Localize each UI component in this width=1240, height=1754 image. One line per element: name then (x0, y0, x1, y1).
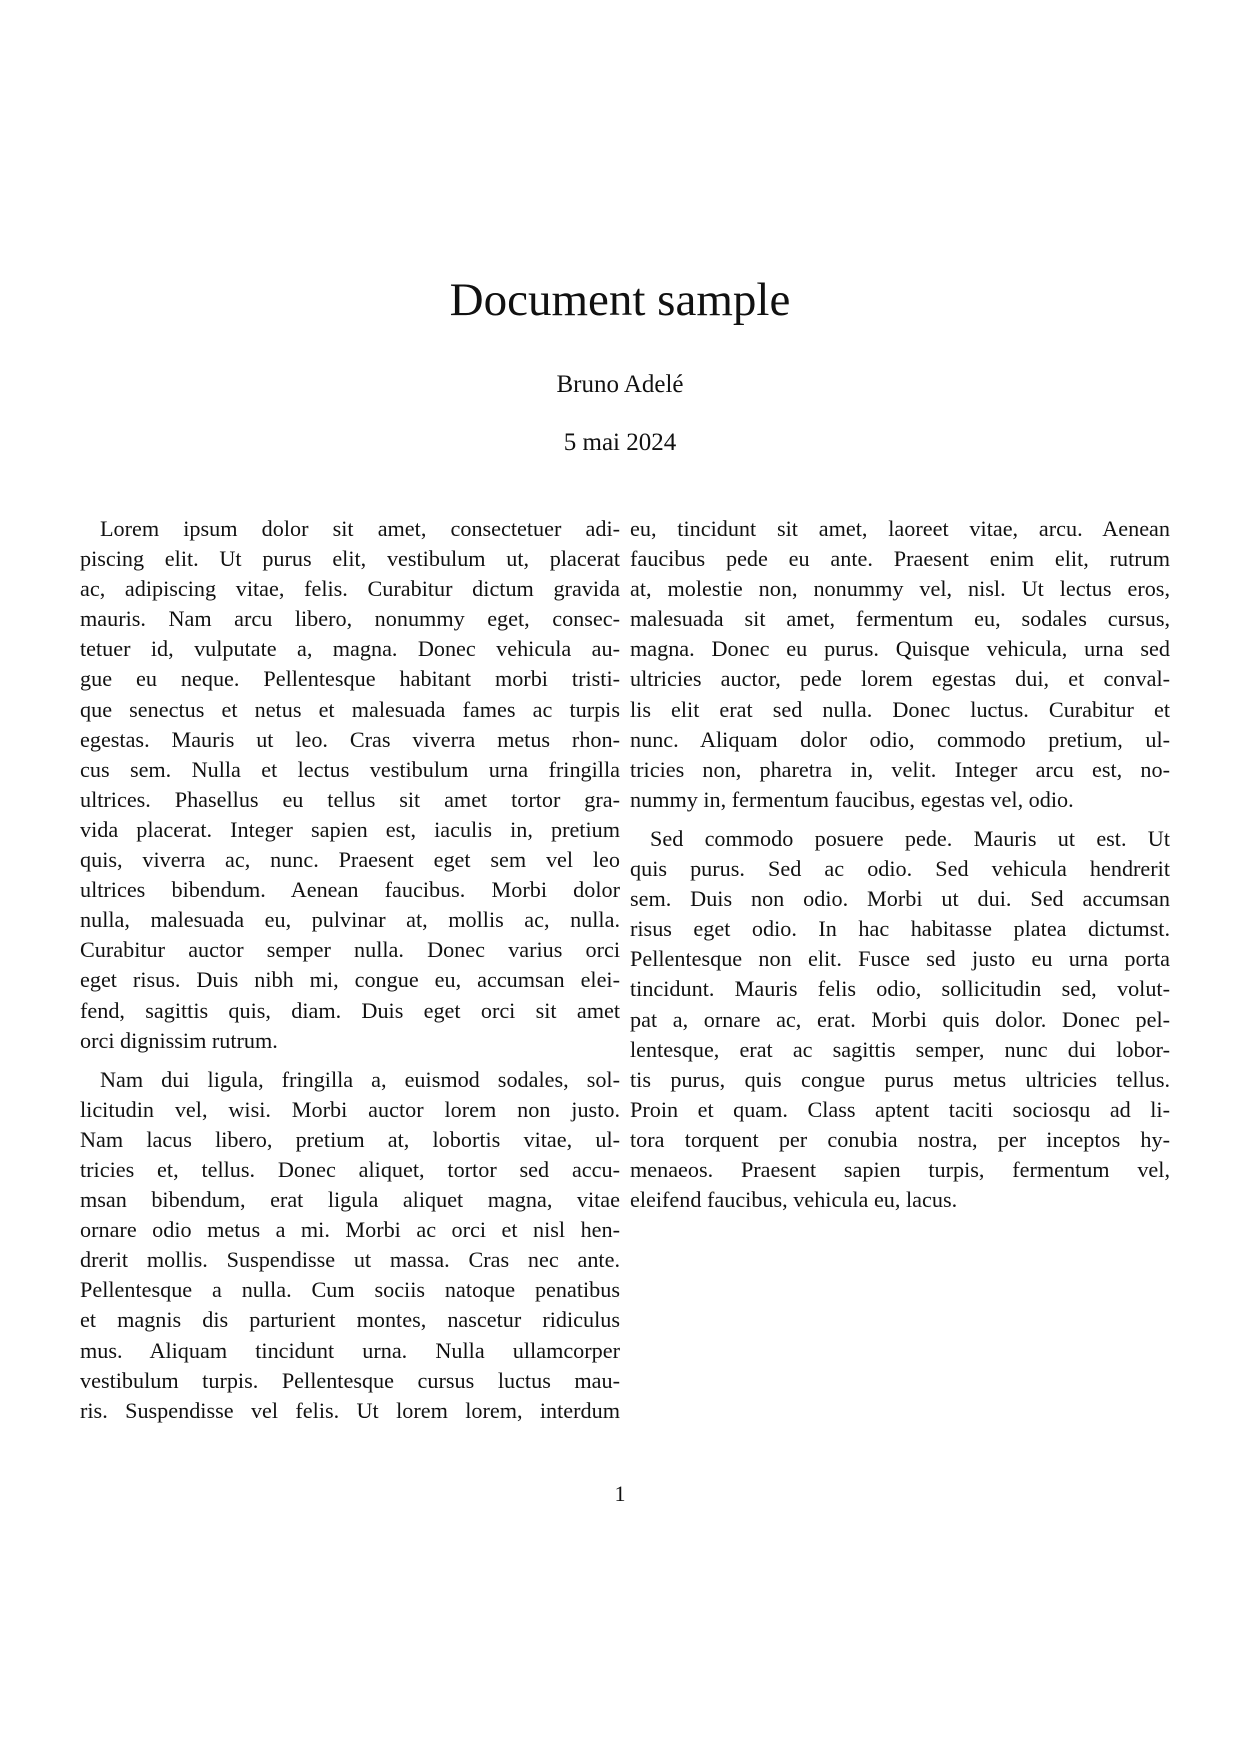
document-author: Bruno Adelé (556, 371, 684, 398)
text-line: Curabitur auctor semper nulla. Donec varius orci (80, 937, 620, 963)
text-line: Pellentesque non elit. Fusce sed justo eu urna porta (630, 946, 1170, 972)
text-line: eget risus. Duis nibh mi, congue eu, accumsan elei- (80, 967, 620, 993)
text-line: Sed commodo posuere pede. Mauris ut est. Ut (650, 825, 1170, 851)
text-line: Proin et quam. Class aptent taciti sociosqu ad li- (630, 1096, 1170, 1122)
text-line: nunc. Aliquam dolor odio, commodo pretium, ul- (630, 726, 1170, 752)
text-line: faucibus pede eu ante. Praesent enim elit, rutrum (630, 546, 1170, 572)
text-line: menaeos. Praesent sapien turpis, fermentum vel, (630, 1156, 1170, 1182)
text-line: ac, adipiscing vitae, felis. Curabitur dictum gravida (80, 576, 620, 602)
text-column-right (630, 514, 1170, 1224)
text-line: ris. Suspendisse vel felis. Ut lorem lorem, interdum (80, 1397, 620, 1423)
text-line: eleifend faucibus, vehicula eu, lacus. (630, 1187, 958, 1213)
text-line: piscing elit. Ut purus elit, vestibulum ut, placerat (80, 546, 620, 572)
text-line: nummy in, fermentum faucibus, egestas vel, odio. (630, 786, 1074, 812)
text-line: quis, viverra ac, nunc. Praesent eget sem vel leo (80, 847, 620, 873)
text-line: Lorem ipsum dolor sit amet, consectetuer adi- (100, 516, 620, 541)
document-date: 5 mai 2024 (563, 429, 677, 456)
text-line: tricies non, pharetra in, velit. Integer arcu est, no- (630, 756, 1170, 782)
text-line: tetuer id, vulputate a, magna. Donec vehicula au- (80, 636, 620, 662)
paragraph (630, 824, 1170, 1215)
text-line: risus eget odio. In hac habitasse platea dictumst. (630, 916, 1170, 942)
paragraph (630, 514, 1170, 815)
text-line: pat a, ornare ac, erat. Morbi quis dolor. Donec pel- (630, 1006, 1170, 1032)
text-line: msan bibendum, erat ligula aliquet magna, vitae (80, 1187, 620, 1213)
text-line: tricies et, tellus. Donec aliquet, tortor sed accu- (80, 1156, 620, 1182)
text-line: ornare odio metus a mi. Morbi ac orci et nisl hen- (80, 1217, 620, 1243)
text-line: mauris. Nam arcu libero, nonummy eget, consec- (80, 606, 620, 632)
text-line: vida placerat. Integer sapien est, iaculis in, pretium (80, 816, 620, 842)
text-line: malesuada sit amet, fermentum eu, sodales cursus, (630, 606, 1170, 632)
page-number: 1 (614, 1481, 626, 1506)
text-line: tincidunt. Mauris felis odio, sollicitudin sed, volut- (630, 976, 1170, 1002)
text-line: et magnis dis parturient montes, nascetur ridiculus (80, 1307, 620, 1333)
text-line: drerit mollis. Suspendisse ut massa. Cras nec ante. (80, 1247, 620, 1273)
text-line: gue eu neque. Pellentesque habitant morbi tristi- (80, 666, 620, 692)
text-column-left (80, 514, 620, 1435)
paragraph (80, 1065, 620, 1426)
text-line: Nam dui ligula, fringilla a, euismod sodales, sol- (100, 1066, 620, 1092)
text-line: egestas. Mauris ut leo. Cras viverra metus rhon- (80, 726, 620, 752)
text-line: fend, sagittis quis, diam. Duis eget orci sit amet (80, 997, 620, 1023)
document-title: Document sample (449, 274, 791, 326)
text-line: orci dignissim rutrum. (80, 1027, 278, 1053)
text-line: eu, tincidunt sit amet, laoreet vitae, arcu. Aenean (630, 516, 1170, 541)
text-line: tis purus, quis congue purus metus ultricies tellus. (630, 1066, 1170, 1092)
text-line: magna. Donec eu purus. Quisque vehicula, urna sed (630, 636, 1170, 662)
text-line: at, molestie non, nonummy vel, nisl. Ut lectus eros, (630, 576, 1170, 602)
text-line: cus sem. Nulla et lectus vestibulum urna fringilla (80, 756, 620, 782)
text-line: lentesque, erat ac sagittis semper, nunc dui lobor- (630, 1036, 1170, 1062)
text-line: quis purus. Sed ac odio. Sed vehicula hendrerit (630, 856, 1170, 882)
text-line: Pellentesque a nulla. Cum sociis natoque penatibus (80, 1277, 620, 1303)
text-line: Nam lacus libero, pretium at, lobortis vitae, ul- (80, 1126, 620, 1152)
text-line: vestibulum turpis. Pellentesque cursus luctus mau- (80, 1367, 620, 1393)
paragraph (80, 514, 620, 1056)
text-line: nulla, malesuada eu, pulvinar at, mollis ac, nulla. (80, 907, 620, 933)
text-line: licitudin vel, wisi. Morbi auctor lorem non justo. (80, 1096, 620, 1122)
text-line: ultricies auctor, pede lorem egestas dui, et conval- (630, 666, 1170, 692)
text-line: ultrices. Phasellus eu tellus sit amet tortor gra- (80, 786, 620, 812)
text-line: sem. Duis non odio. Morbi ut dui. Sed accumsan (630, 886, 1170, 912)
text-line: lis elit erat sed nulla. Donec luctus. Curabitur et (630, 696, 1170, 722)
text-line: mus. Aliquam tincidunt urna. Nulla ullamcorper (80, 1337, 620, 1363)
text-line: tora torquent per conubia nostra, per inceptos hy- (630, 1126, 1170, 1152)
text-line: ultrices bibendum. Aenean faucibus. Morbi dolor (80, 877, 620, 903)
text-line: que senectus et netus et malesuada fames ac turpis (80, 696, 620, 722)
